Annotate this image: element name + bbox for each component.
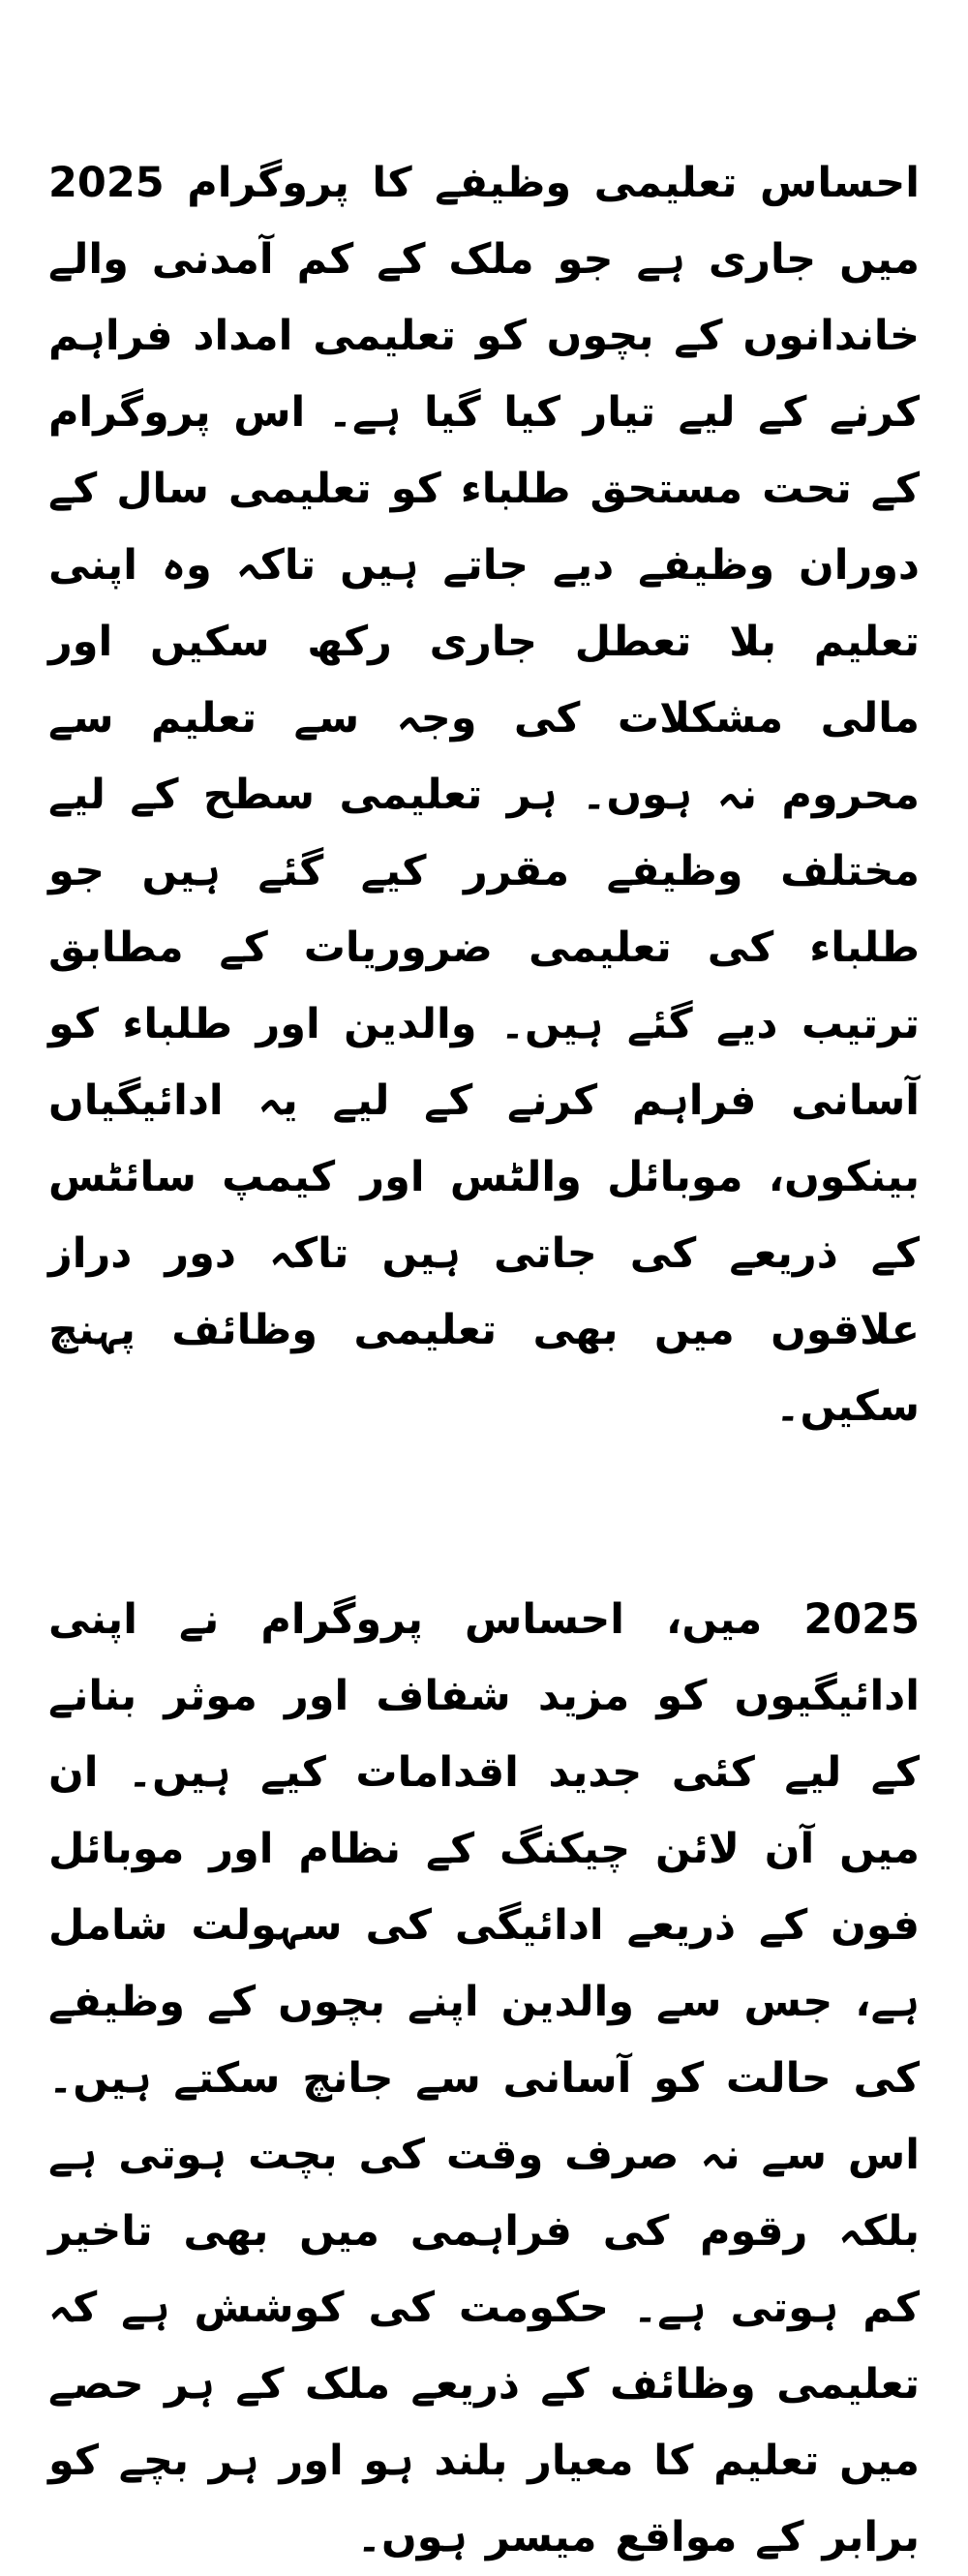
paragraph-payment-improvements-2025: 2025 میں، احساس پروگرام نے اپنی ادائیگیوں کو مزید شفاف اور موثر بنانے کے لیے کئی جدید اقدامات کیے ہیں۔ ان میں آن لائن چیکنگ کے نظام اور موبائل فون کے ذریعے ادائیگی کی سہولت شامل ہے، جس سے والدین اپنے بچوں کے وظیفے کی حالت کو آسانی سے جانچ سکتے ہیں۔ اس سے نہ صرف وقت کی بچت ہوتی ہے بلکہ رقوم کی فراہمی میں بھی تاخیر کم ہوتی ہے۔ حکومت کی کوشش ہے کہ تعلیمی وظائف کے ذریعے ملک کے ہر حصے میں تعلیم کا معیار بلند ہو اور ہر بچے کو برابر کے مواقع میسر ہوں۔: [48, 1595, 920, 2561]
paragraph-scholarship-program-overview: احساس تعلیمی وظیفے کا پروگرام 2025 میں جاری ہے جو ملک کے کم آمدنی والے خاندانوں کے بچوں کو تعلیمی امداد فراہم کرنے کے لیے تیار کیا گیا ہے۔ اس پروگرام کے تحت مستحق طلباء کو تعلیمی سال کے دوران وظیفے دیے جاتے ہیں تاکہ وہ اپنی تعلیم بلا تعطل جاری رکھ سکیں اور مالی مشکلات کی وجہ سے تعلیم سے محروم نہ ہوں۔ ہر تعلیمی سطح کے لیے مختلف وظیفے مقرر کیے گئے ہیں جو طلباء کی تعلیمی ضروریات کے مطابق ترتیب دیے گئے ہیں۔ والدین اور طلباء کو آسانی فراہم کرنے کے لیے یہ ادائیگیاں بینکوں، موبائل والٹس اور کیمپ سائٹس کے ذریعے کی جاتی ہیں تاکہ دور دراز علاقوں میں بھی تعلیمی وظائف پہنچ سکیں۔: [48, 159, 920, 1431]
